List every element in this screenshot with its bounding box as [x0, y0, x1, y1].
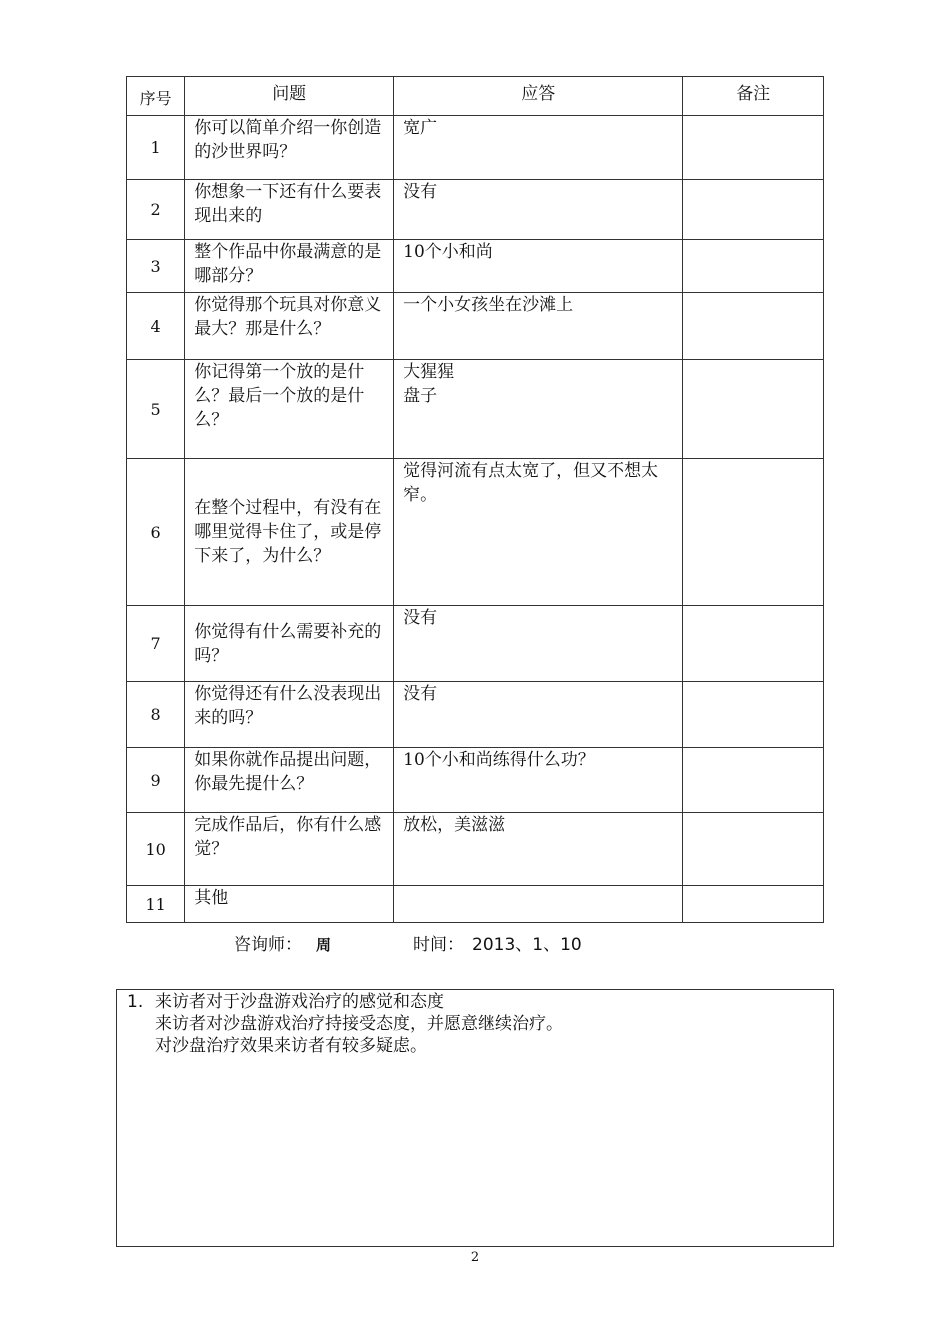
note-cell	[683, 748, 824, 813]
row-number: 10	[127, 813, 185, 886]
note-cell	[683, 682, 824, 748]
note-cell	[683, 606, 824, 682]
summary-heading-text: 来访者对于沙盘游戏治疗的感觉和态度	[155, 992, 444, 1012]
summary-heading	[117, 990, 833, 1013]
counselor-name: 周	[316, 936, 332, 954]
answer-cell	[394, 682, 683, 748]
answer-cell	[394, 293, 683, 360]
question-text: 其他	[194, 888, 229, 908]
question-cell	[185, 293, 394, 360]
header-no: 序号	[127, 77, 185, 116]
table-row	[127, 886, 824, 923]
answer-text: 觉得河流有点太宽了，但又不想太窄。	[403, 461, 659, 505]
table-header-row	[127, 77, 824, 116]
question-cell	[185, 459, 394, 606]
question-text: 整个作品中你最满意的是哪部分？	[194, 242, 382, 286]
table-row	[127, 682, 824, 748]
row-number: 3	[127, 240, 185, 293]
question-cell	[185, 813, 394, 886]
row-number: 8	[127, 682, 185, 748]
note-cell	[683, 813, 824, 886]
answer-text: 没有	[403, 182, 438, 202]
counselor-label: 咨询师：	[234, 935, 302, 955]
answer-text: 10个小和尚练得什么功？	[403, 750, 595, 770]
table-row	[127, 459, 824, 606]
answer-cell	[394, 240, 683, 293]
row-number: 11	[127, 886, 185, 923]
answer-cell	[394, 116, 683, 180]
row-number: 1	[127, 116, 185, 180]
answer-cell	[394, 180, 683, 240]
row-number: 2	[127, 180, 185, 240]
question-cell	[185, 116, 394, 180]
question-cell	[185, 682, 394, 748]
question-text: 你觉得还有什么没表现出来的吗？	[194, 684, 382, 728]
question-cell	[185, 180, 394, 240]
answer-cell	[394, 606, 683, 682]
question-text: 你可以简单介绍一你创造的沙世界吗？	[194, 118, 382, 162]
question-text: 你觉得那个玩具对你意义最大？那是什么？	[194, 295, 382, 339]
question-text: 你想象一下还有什么要表现出来的	[194, 182, 382, 226]
note-cell	[683, 459, 824, 606]
answer-text: 没有	[403, 608, 438, 628]
row-number: 4	[127, 293, 185, 360]
answer-cell	[394, 813, 683, 886]
time-value: 2013、1、10	[472, 935, 582, 955]
note-cell	[683, 886, 824, 923]
question-cell	[185, 360, 394, 459]
note-cell	[683, 180, 824, 240]
answer-cell	[394, 360, 683, 459]
note-cell	[683, 116, 824, 180]
note-cell	[683, 240, 824, 293]
summary-box	[116, 989, 834, 1247]
answer-text: 没有	[403, 684, 438, 704]
row-number: 6	[127, 459, 185, 606]
question-cell	[185, 606, 394, 682]
answer-cell	[394, 459, 683, 606]
table-row	[127, 116, 824, 180]
question-text: 你觉得有什么需要补充的吗？	[194, 621, 382, 666]
table-row	[127, 813, 824, 886]
session-meta	[234, 930, 582, 955]
row-number: 7	[127, 606, 185, 682]
header-note: 备注	[683, 77, 824, 116]
question-text: 如果你就作品提出问题，你最先提什么？	[194, 750, 382, 794]
answer-cell	[394, 886, 683, 923]
question-cell	[185, 748, 394, 813]
question-text: 你记得第一个放的是什么？最后一个放的是什么？	[194, 362, 365, 430]
question-text: 在整个过程中，有没有在哪里觉得卡住了，或是停下来了，为什么？	[194, 498, 382, 566]
time-label: 时间：	[413, 935, 465, 955]
answer-text: 放松，美滋滋	[403, 815, 506, 835]
question-text: 完成作品后，你有什么感觉？	[194, 815, 382, 859]
answer-text: 一个小女孩坐在沙滩上	[403, 295, 574, 315]
qa-table	[126, 76, 824, 923]
table-row	[127, 240, 824, 293]
note-cell	[683, 360, 824, 459]
table-row	[127, 180, 824, 240]
answer-text: 大猩猩 盘子	[403, 362, 455, 406]
table-row	[127, 293, 824, 360]
note-cell	[683, 293, 824, 360]
header-answer: 应答	[394, 77, 683, 116]
answer-text: 10个小和尚	[403, 242, 493, 262]
row-number: 9	[127, 748, 185, 813]
page-number: 2	[470, 1250, 480, 1265]
summary-line: 对沙盘治疗效果来访者有较多疑虑。	[155, 1036, 427, 1056]
question-cell	[185, 886, 394, 923]
table-row	[127, 748, 824, 813]
header-question: 问题	[185, 77, 394, 116]
answer-text: 宽广	[403, 118, 438, 138]
table-row	[127, 360, 824, 459]
answer-cell	[394, 748, 683, 813]
summary-line: 来访者对沙盘游戏治疗持接受态度，并愿意继续治疗。	[155, 1014, 563, 1034]
summary-number: 1.	[127, 992, 144, 1012]
row-number: 5	[127, 360, 185, 459]
table-row	[127, 606, 824, 682]
question-cell	[185, 240, 394, 293]
